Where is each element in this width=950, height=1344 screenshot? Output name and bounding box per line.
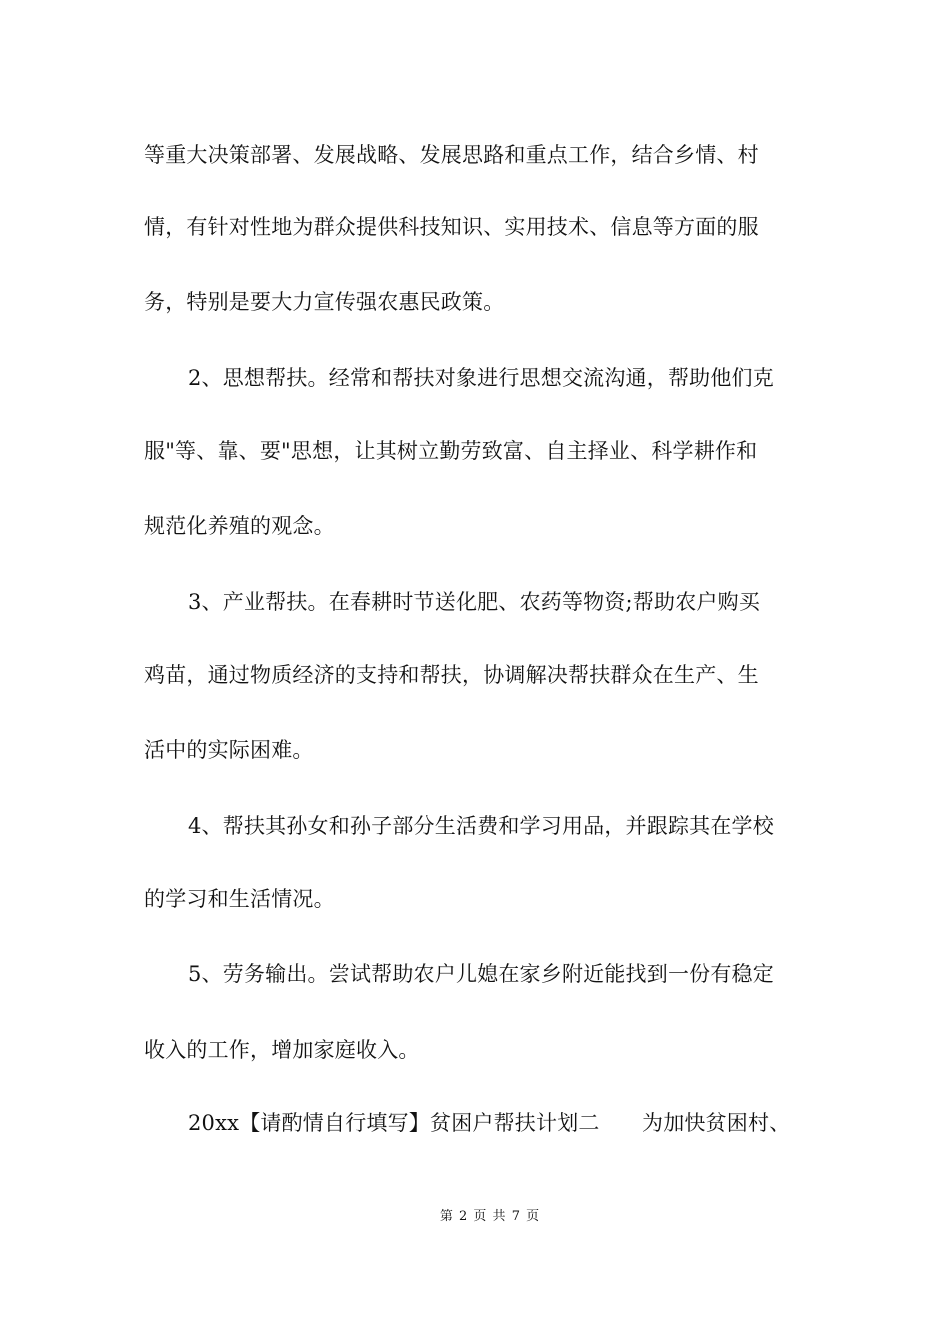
text-line-5: 服"等、靠、要"思想，让其树立勤劳致富、自主择业、科学耕作和: [144, 439, 758, 463]
page-number-footer: 第 2 页 共 7 页: [439, 1209, 541, 1224]
text-line-8: 鸡苗，通过物质经济的支持和帮扶，协调解决帮扶群众在生产、生: [144, 663, 759, 687]
text-line-14: 20xx【请酌情自行填写】贫困户帮扶计划二 为加快贫困村、: [188, 1111, 791, 1135]
text-line-13: 收入的工作，增加家庭收入。: [144, 1038, 420, 1062]
text-line-7: 3、产业帮扶。在春耕时节送化肥、农药等物资;帮助农户购买: [188, 590, 761, 614]
text-line-10: 4、帮扶其孙女和孙子部分生活费和学习用品，并跟踪其在学校: [188, 814, 774, 838]
text-line-3: 务，特别是要大力宣传强农惠民政策。: [144, 290, 505, 314]
text-line-4: 2、思想帮扶。经常和帮扶对象进行思想交流沟通，帮助他们克: [188, 366, 774, 390]
text-line-1: 等重大决策部署、发展战略、发展思路和重点工作，结合乡情、村: [144, 143, 759, 167]
text-line-12: 5、劳务输出。尝试帮助农户儿媳在家乡附近能找到一份有稳定: [188, 962, 774, 986]
text-line-9: 活中的实际困难。: [144, 738, 314, 762]
text-line-11: 的学习和生活情况。: [144, 887, 335, 911]
text-line-6: 规范化养殖的观念。: [144, 514, 335, 538]
text-line-2: 情，有针对性地为群众提供科技知识、实用技术、信息等方面的服: [144, 215, 759, 239]
